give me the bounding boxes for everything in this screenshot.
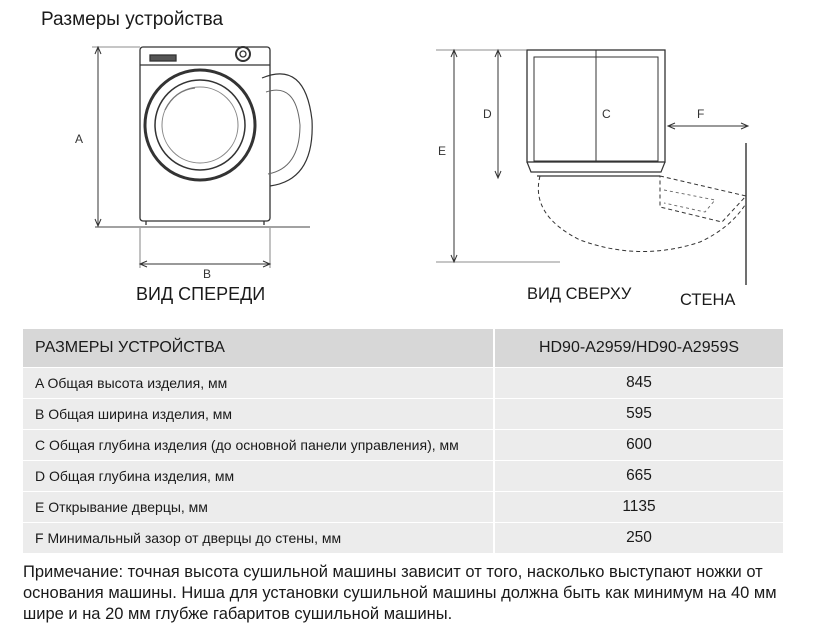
table-row bbox=[23, 368, 783, 399]
dimension-d-label: D bbox=[483, 107, 492, 121]
footnote: Примечание: точная высота сушильной машины зависит от того, насколько выступают ножки от основания машины. Ниша для установки сушильной машины должна быть как минимум на 40 мм шире и на 20 мм глубже габаритов сушильной машины. bbox=[23, 563, 777, 623]
row-value: 1135 bbox=[494, 492, 783, 523]
table-header-row bbox=[23, 329, 783, 368]
row-name: E Открывание дверцы, мм bbox=[23, 492, 494, 523]
row-name: A Общая высота изделия, мм bbox=[23, 368, 494, 399]
row-value: 600 bbox=[494, 430, 783, 461]
header-model-cell: HD90-A2959/HD90-A2959S bbox=[494, 329, 783, 368]
row-value: 665 bbox=[494, 461, 783, 492]
row-value: 250 bbox=[494, 523, 783, 554]
table-row bbox=[23, 523, 783, 554]
top-view-caption: ВИД СВЕРХУ bbox=[527, 285, 632, 303]
row-value: 595 bbox=[494, 399, 783, 430]
table-row bbox=[23, 492, 783, 523]
row-name: F Минимальный зазор от дверцы до стены, мм bbox=[23, 523, 494, 554]
top-view-drawing bbox=[436, 50, 748, 285]
dryer-body bbox=[140, 47, 270, 221]
table-row bbox=[23, 430, 783, 461]
control-knob bbox=[236, 47, 250, 61]
dimension-b-label: B bbox=[203, 267, 212, 281]
dimension-c-label: C bbox=[602, 107, 611, 121]
table-row bbox=[23, 461, 783, 492]
page-title: Размеры устройства bbox=[41, 9, 224, 30]
dimensions-table bbox=[23, 329, 783, 554]
display-panel bbox=[150, 55, 176, 61]
dimension-f-label: F bbox=[697, 107, 705, 121]
row-name: D Общая глубина изделия, мм bbox=[23, 461, 494, 492]
front-view-drawing bbox=[92, 47, 312, 268]
dimension-a-label: A bbox=[75, 132, 84, 146]
table-row bbox=[23, 399, 783, 430]
dimension-e-label: E bbox=[438, 144, 447, 158]
front-view-caption: ВИД СПЕРЕДИ bbox=[136, 284, 266, 304]
door-swing-arc bbox=[538, 176, 745, 252]
wall-caption: СТЕНА bbox=[680, 291, 736, 309]
row-value: 845 bbox=[494, 368, 783, 399]
row-name: C Общая глубина изделия (до основной панели управления), мм bbox=[23, 430, 494, 461]
row-name: B Общая ширина изделия, мм bbox=[23, 399, 494, 430]
header-name-cell: РАЗМЕРЫ УСТРОЙСТВА bbox=[23, 329, 494, 368]
